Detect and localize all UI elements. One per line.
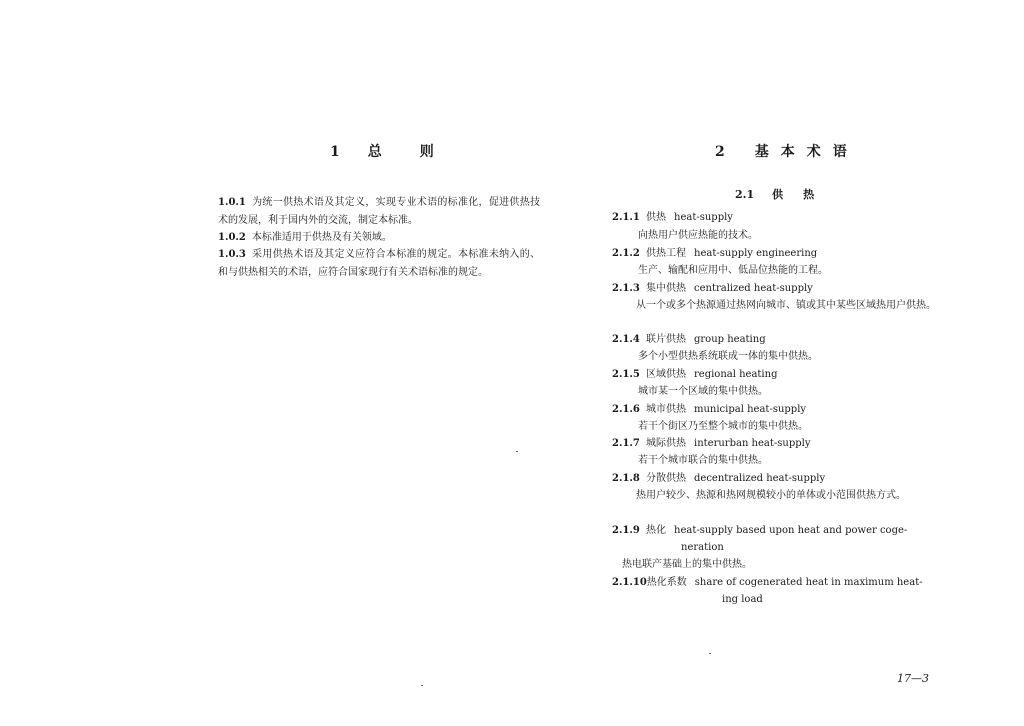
- term-heading: [612, 435, 811, 453]
- clause-1-0-3: [218, 246, 540, 281]
- term-heading: [612, 331, 766, 349]
- term-definition: 城市某一个区域的集中供热。: [638, 386, 768, 397]
- chapter-number: 2: [715, 144, 725, 160]
- clause-text: 本标准适用于供热及有关领域。: [251, 232, 392, 243]
- term-zh: 联片供热: [646, 334, 686, 345]
- term-code: 2.1.9: [612, 525, 640, 536]
- scan-speck: [421, 685, 423, 686]
- term-zh: 热化: [646, 525, 666, 536]
- chapter-title-char: 术: [806, 144, 821, 160]
- term-en: heat-supply: [674, 212, 733, 223]
- term-code: 2.1.10: [612, 577, 647, 588]
- term-heading: [612, 401, 806, 419]
- term-zh: 供热工程: [646, 248, 686, 259]
- term-en: regional heating: [694, 369, 778, 380]
- term-en: municipal heat-supply: [694, 404, 807, 415]
- chapter-title-char: 则: [419, 144, 434, 160]
- term-heading: [612, 366, 777, 384]
- term-code: 2.1.2: [612, 248, 640, 259]
- page-number: 17—3: [897, 672, 929, 685]
- clause-text: 采用供热术语及其定义应符合本标准的规定。本标准未纳入的、和与供热相关的术语，应符合国家现行有关术语标准的规定。: [218, 249, 540, 278]
- chapter-2-title: [715, 141, 847, 161]
- clause-code: 1.0.1: [218, 197, 246, 208]
- term-code: 2.1.7: [612, 438, 640, 449]
- term-heading: [612, 245, 817, 263]
- section-2-1-title: [735, 186, 814, 202]
- scan-speck: [709, 653, 711, 654]
- chapter-number: 1: [330, 144, 340, 160]
- term-code: 2.1.1: [612, 212, 640, 223]
- section-number: 2.1: [735, 188, 755, 201]
- term-en-continuation: neration: [681, 542, 724, 553]
- section-title-char: 热: [803, 188, 815, 201]
- chapter-title-char: 语: [832, 144, 847, 160]
- term-definition: 向热用户供应热能的技术。: [638, 230, 758, 241]
- term-definition: 热用户较少、热源和热网规模较小的单体或小范围供热方式。: [636, 490, 906, 501]
- term-zh: 分散供热: [646, 473, 686, 484]
- term-zh: 供热: [646, 212, 666, 223]
- term-code: 2.1.3: [612, 283, 640, 294]
- term-code: 2.1.8: [612, 473, 640, 484]
- term-en: centralized heat-supply: [694, 283, 813, 294]
- term-en-continuation: ing load: [722, 594, 763, 605]
- term-zh: 热化系数: [646, 577, 687, 588]
- term-definition: 生产、输配和应用中、低品位热能的工程。: [638, 265, 828, 276]
- clause-code: 1.0.2: [218, 232, 246, 243]
- term-definition: 多个小型供热系统联成一体的集中供热。: [638, 351, 818, 362]
- term-definition: 若干个城市联合的集中供热。: [638, 455, 768, 466]
- term-zh: 区域供热: [646, 369, 686, 380]
- clause-1-0-1: [218, 194, 540, 229]
- term-en: interurban heat-supply: [694, 438, 811, 449]
- term-definition: 若干个街区乃至整个城市的集中供热。: [638, 421, 808, 432]
- scan-speck: [516, 451, 518, 452]
- chapter-1-title: [330, 141, 434, 161]
- chapter-title-char: 基: [754, 144, 769, 160]
- chapter-title-char: 本: [780, 144, 795, 160]
- term-heading: [612, 209, 733, 227]
- term-heading: [612, 280, 813, 298]
- term-code: 2.1.6: [612, 404, 640, 415]
- clause-code: 1.0.3: [218, 249, 246, 260]
- clause-1-0-2: [218, 229, 540, 247]
- clause-text: 为统一供热术语及其定义，实现专业术语的标准化，促进供热技术的发展，利于国内外的交流，制定本标准。: [218, 197, 540, 226]
- term-en: heat-supply engineering: [694, 248, 818, 259]
- term-zh: 城际供热: [646, 438, 686, 449]
- term-heading: [612, 574, 923, 592]
- term-en: group heating: [694, 334, 766, 345]
- term-zh: 集中供热: [646, 283, 686, 294]
- term-definition: 从一个或多个热源通过热网向城市、镇或其中某些区域热用户供热。: [636, 300, 936, 311]
- term-code: 2.1.5: [612, 369, 640, 380]
- term-en: share of cogenerated heat in maximum heat-: [694, 577, 923, 588]
- term-heading: [612, 522, 907, 540]
- term-definition: 热电联产基础上的集中供热。: [622, 559, 752, 570]
- term-en: heat-supply based upon heat and power coge-: [674, 525, 908, 536]
- term-heading: [612, 470, 825, 488]
- chapter-title-char: 总: [367, 144, 382, 160]
- section-title-char: 供: [772, 188, 784, 201]
- term-en: decentralized heat-supply: [694, 473, 826, 484]
- term-code: 2.1.4: [612, 334, 640, 345]
- term-zh: 城市供热: [646, 404, 686, 415]
